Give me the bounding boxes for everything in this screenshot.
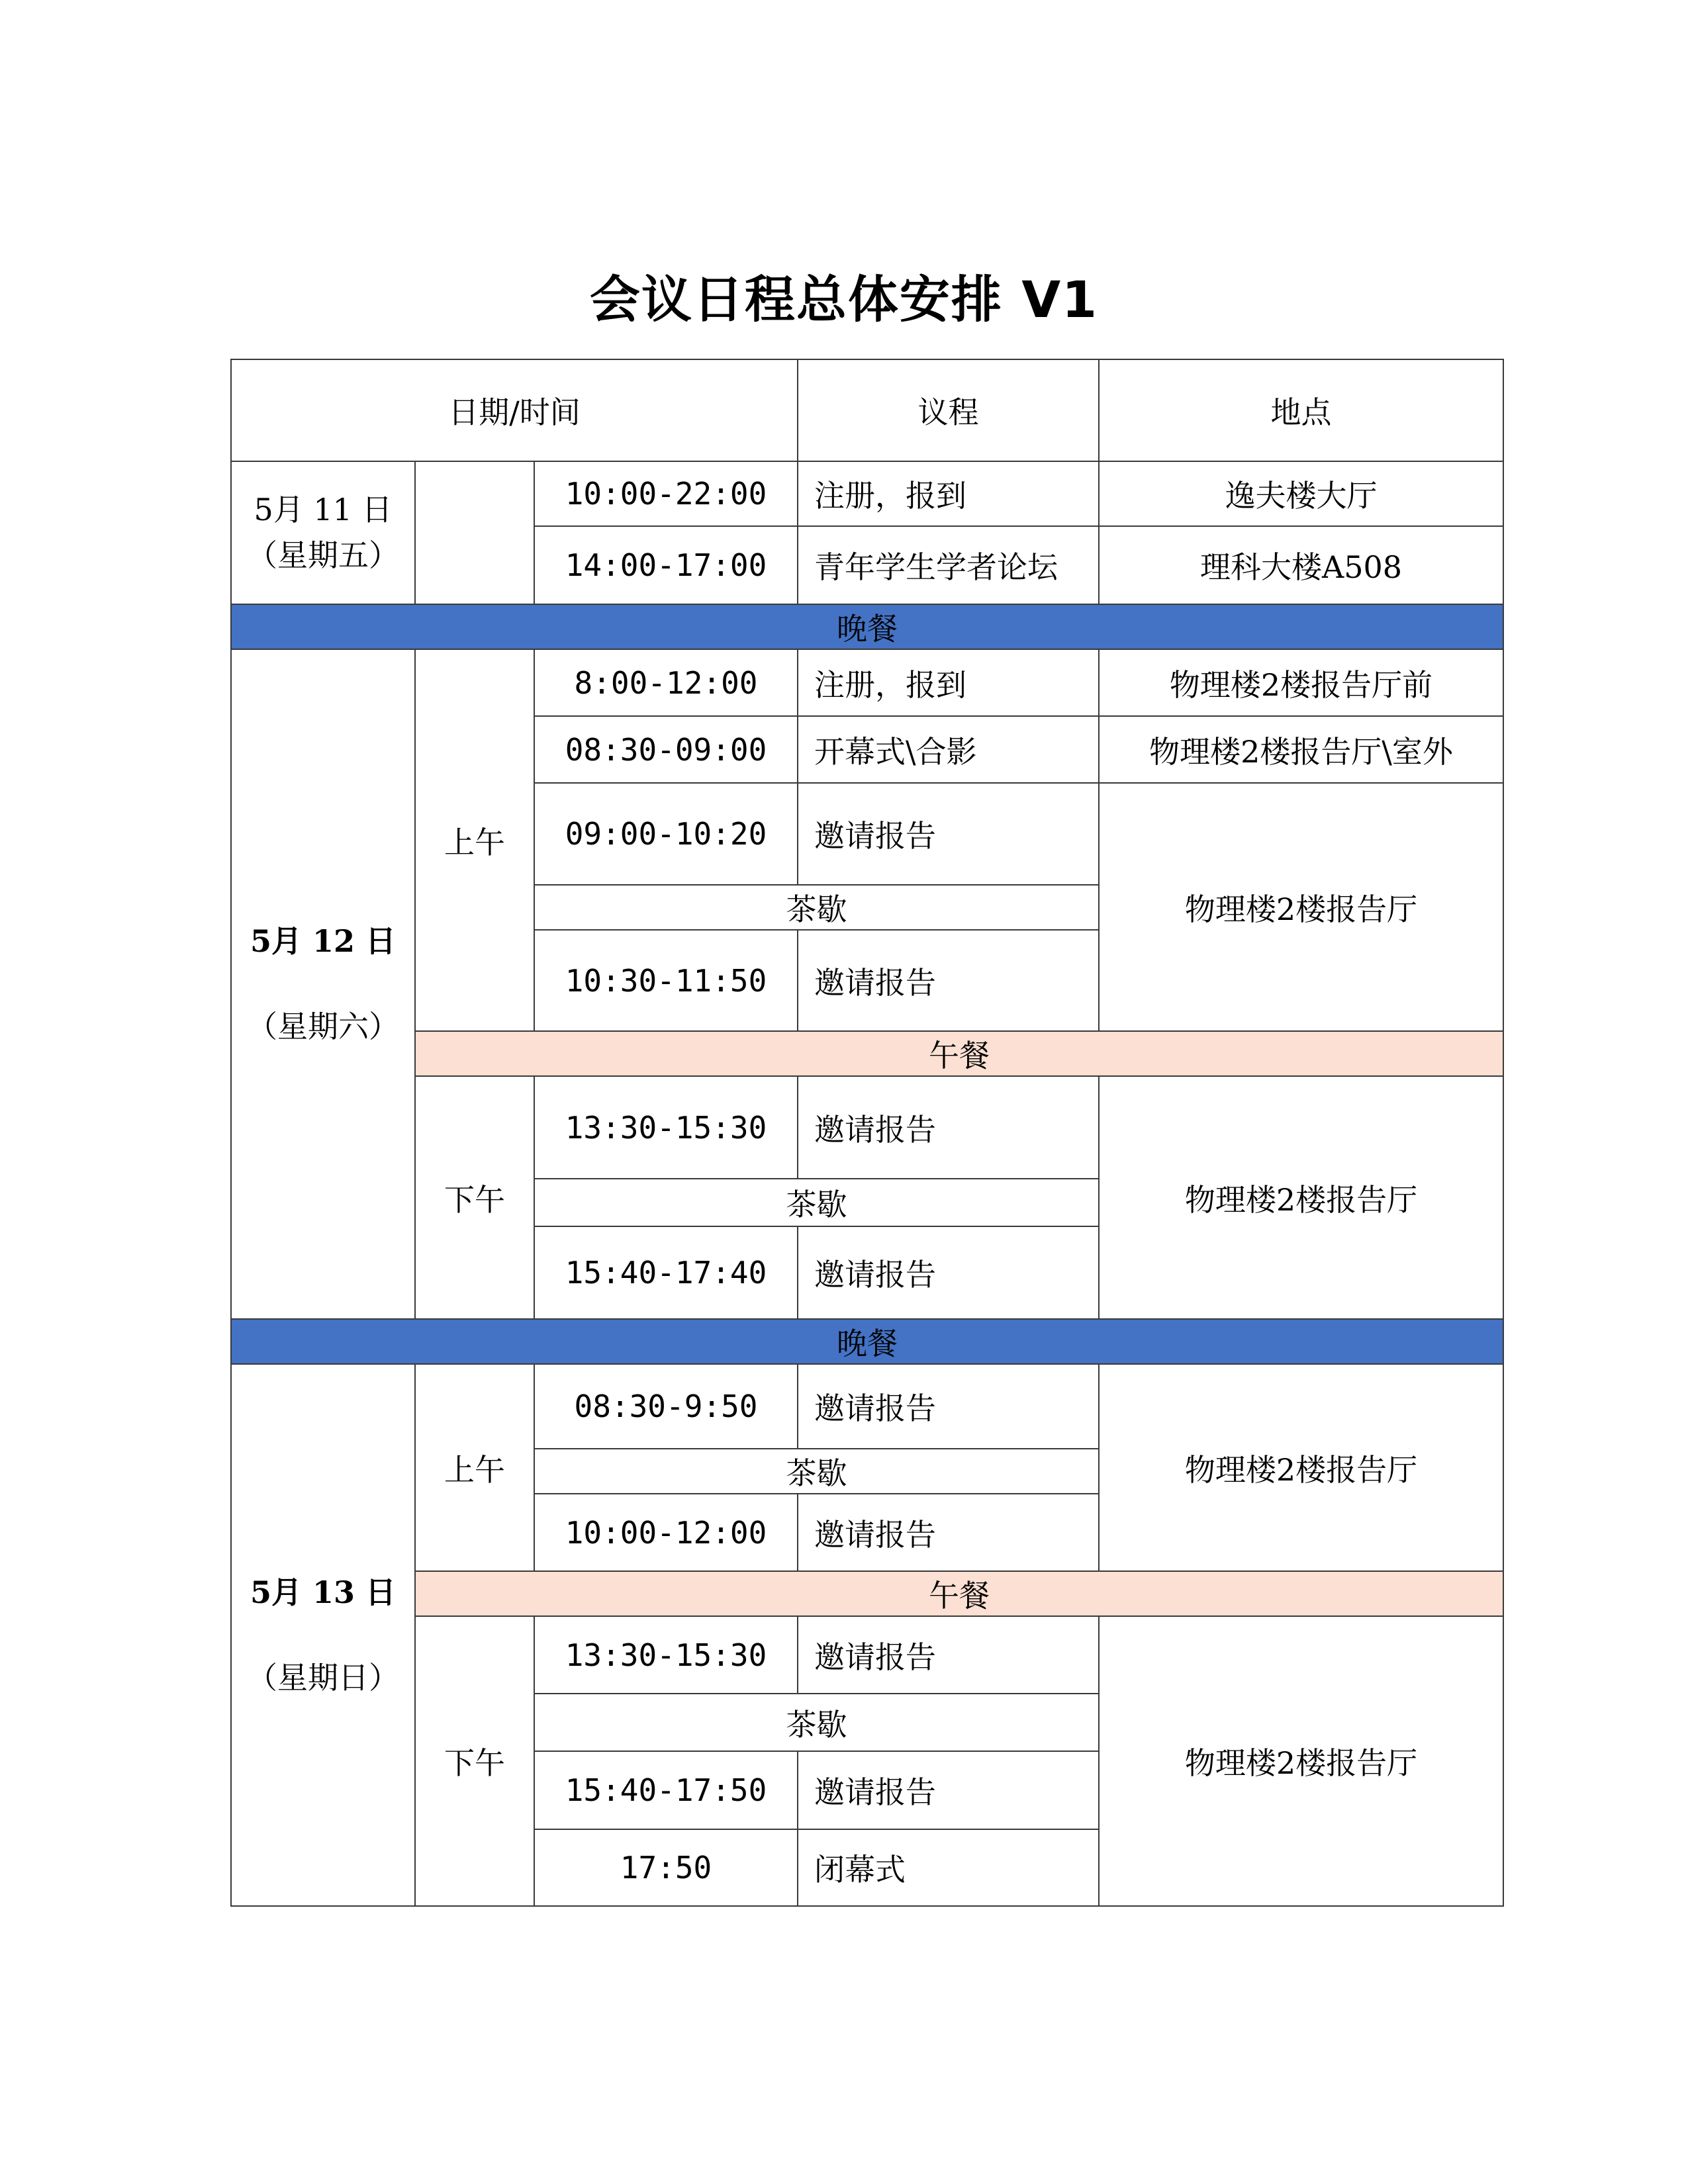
- location-cell: 物理楼2楼报告厅: [1099, 1616, 1503, 1906]
- day2-date-cell: [231, 649, 415, 1319]
- day3-afternoon-label: 下午: [415, 1616, 534, 1906]
- lunch-bar: 午餐: [415, 1571, 1503, 1616]
- schedule-table: [230, 359, 1504, 1907]
- time-cell: 13:30-15:30: [534, 1076, 798, 1179]
- time-cell: 10:30-11:50: [534, 930, 798, 1031]
- lunch-row: [231, 1031, 1503, 1076]
- tea-break-label: 茶歇: [534, 1449, 1099, 1494]
- agenda-cell: 邀请报告: [798, 930, 1099, 1031]
- day3-weekday: （星期日）: [247, 1659, 399, 1696]
- agenda-cell: 邀请报告: [798, 1076, 1099, 1179]
- time-cell: 17:50: [534, 1829, 798, 1906]
- day1-date: 5月 11 日: [254, 492, 393, 527]
- header-location: 地点: [1099, 359, 1503, 461]
- location-cell: 物理楼2楼报告厅前: [1099, 649, 1503, 716]
- location-cell: 物理楼2楼报告厅: [1099, 1076, 1503, 1319]
- agenda-cell: 邀请报告: [798, 1226, 1099, 1319]
- day1-weekday: （星期五）: [247, 537, 399, 573]
- table-row: [231, 1076, 1503, 1179]
- time-cell: 08:30-9:50: [534, 1364, 798, 1449]
- table-row: [231, 461, 1503, 526]
- location-cell: 物理楼2楼报告厅: [1099, 783, 1503, 1031]
- page-title: 会议日程总体安排 V1: [589, 270, 1099, 329]
- location-cell: 理科大楼A508: [1099, 526, 1503, 604]
- lunch-row: [231, 1571, 1503, 1616]
- time-cell: 15:40-17:50: [534, 1751, 798, 1829]
- location-cell: 物理楼2楼报告厅: [1099, 1364, 1503, 1571]
- table-header-row: [231, 359, 1503, 461]
- day3-date-cell: [231, 1364, 415, 1906]
- table-row: [231, 1616, 1503, 1694]
- time-cell: 10:00-22:00: [534, 461, 798, 526]
- day2-date: 5月 12 日: [250, 923, 397, 959]
- agenda-cell: 邀请报告: [798, 1494, 1099, 1571]
- agenda-cell: 闭幕式: [798, 1829, 1099, 1906]
- location-cell: 物理楼2楼报告厅\室外: [1099, 716, 1503, 783]
- day3-morning-label: 上午: [415, 1364, 534, 1571]
- agenda-cell: 邀请报告: [798, 1616, 1099, 1694]
- dinner-bar: 晚餐: [231, 1319, 1503, 1364]
- dinner-bar: 晚餐: [231, 604, 1503, 649]
- tea-break-label: 茶歇: [534, 1179, 1099, 1226]
- agenda-cell: 邀请报告: [798, 1364, 1099, 1449]
- time-cell: 13:30-15:30: [534, 1616, 798, 1694]
- day2-weekday: （星期六）: [247, 1009, 399, 1044]
- day1-date-cell: [231, 461, 415, 604]
- day3-date: 5月 13 日: [250, 1574, 397, 1610]
- time-cell: 15:40-17:40: [534, 1226, 798, 1319]
- header-date-time: 日期/时间: [231, 359, 798, 461]
- agenda-cell: 青年学生学者论坛: [798, 526, 1099, 604]
- time-cell: 08:30-09:00: [534, 716, 798, 783]
- table-row: [231, 1364, 1503, 1449]
- time-cell: 10:00-12:00: [534, 1494, 798, 1571]
- day2-morning-label: 上午: [415, 649, 534, 1031]
- time-cell: 8:00-12:00: [534, 649, 798, 716]
- agenda-cell: 注册，报到: [798, 649, 1099, 716]
- tea-break-label: 茶歇: [534, 1694, 1099, 1751]
- agenda-cell: 开幕式\合影: [798, 716, 1099, 783]
- dinner-row: [231, 1319, 1503, 1364]
- agenda-cell: 注册，报到: [798, 461, 1099, 526]
- time-cell: 09:00-10:20: [534, 783, 798, 885]
- table-row: [231, 649, 1503, 716]
- day2-afternoon-label: 下午: [415, 1076, 534, 1319]
- day1-period-cell: [415, 461, 534, 604]
- header-agenda: 议程: [798, 359, 1099, 461]
- agenda-cell: 邀请报告: [798, 1751, 1099, 1829]
- dinner-row: [231, 604, 1503, 649]
- agenda-cell: 邀请报告: [798, 783, 1099, 885]
- tea-break-label: 茶歇: [534, 885, 1099, 930]
- time-cell: 14:00-17:00: [534, 526, 798, 604]
- location-cell: 逸夫楼大厅: [1099, 461, 1503, 526]
- lunch-bar: 午餐: [415, 1031, 1503, 1076]
